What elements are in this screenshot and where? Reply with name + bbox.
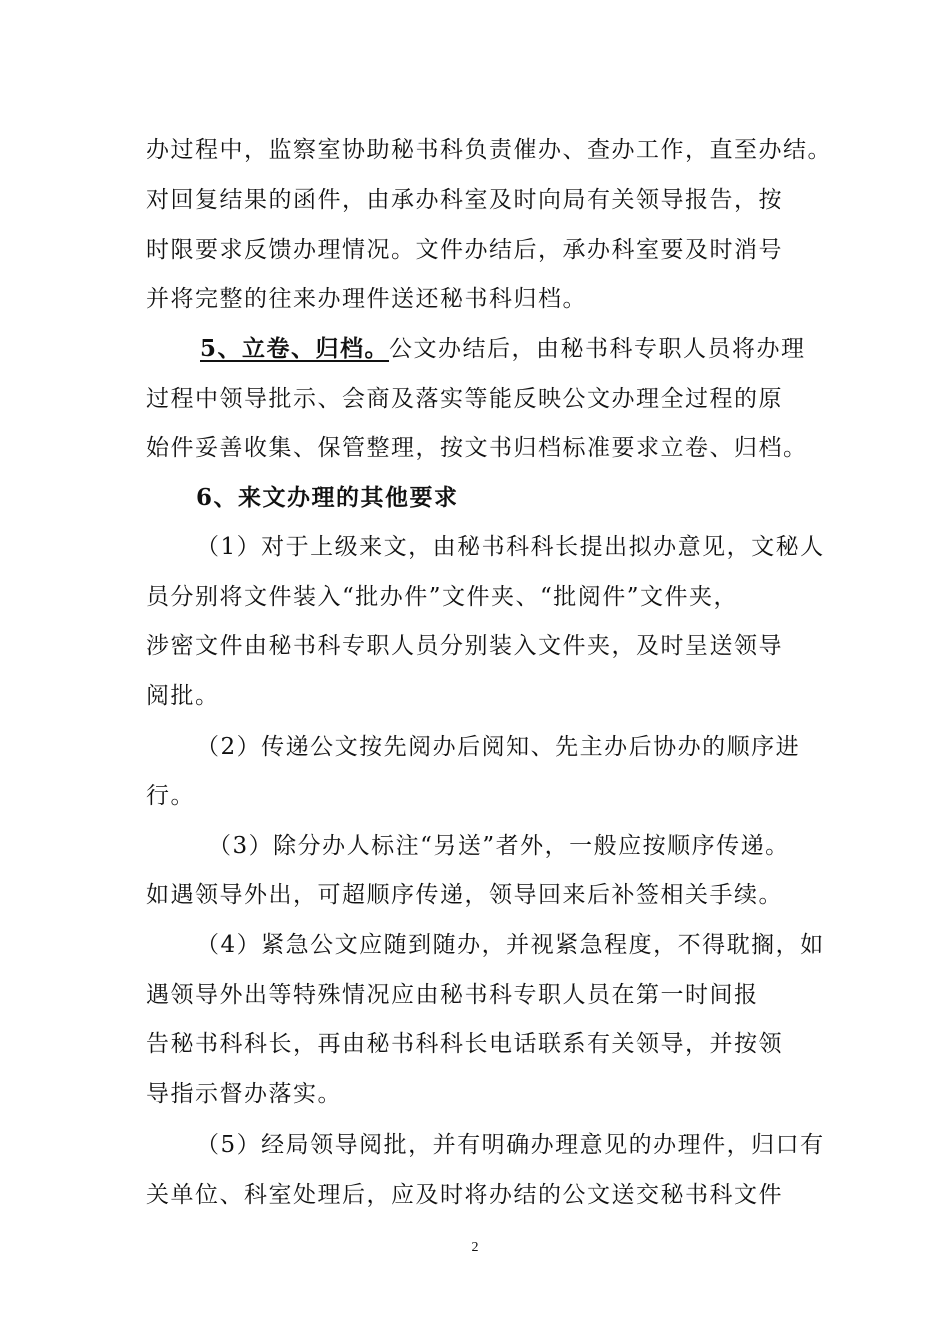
text-line: （5）经局领导阅批，并有明确办理意见的办理件，归口有: [196, 1132, 825, 1158]
text-line: 员分别将文件装入“批办件”文件夹、“批阅件”文件夹，: [146, 584, 739, 610]
item5-first-line: [146, 324, 816, 374]
item5-text: 公文办结后，由秘书科专职人员将办理: [389, 336, 806, 362]
text-line: 涉密文件由秘书科专职人员分别装入文件夹，及时呈送领导: [146, 633, 783, 659]
text-line: 行。: [146, 783, 195, 809]
text-line: 过程中领导批示、会商及落实等能反映公文办理全过程的原: [146, 386, 783, 412]
text-line: 如遇领导外出，可超顺序传递，领导回来后补签相关手续。: [146, 882, 783, 908]
text-line: （2）传递公文按先阅办后阅知、先主办后协办的顺序进: [196, 734, 801, 760]
text-line: （3）除分办人标注“另送”者外，一般应按顺序传递。: [208, 833, 790, 859]
text-line: 始件妥善收集、保管整理，按文书归档标准要求立卷、归档。: [146, 435, 808, 461]
text-line: 阅批。: [146, 683, 220, 709]
text-line: 办过程中，监察室协助秘书科负责催办、查办工作，直至办结。: [146, 137, 832, 163]
section-heading: 6、来文办理的其他要求: [196, 484, 459, 511]
item5-heading: 5、立卷、归档。: [200, 335, 390, 362]
text-line: （1）对于上级来文，由秘书科科长提出拟办意见，文秘人: [196, 534, 825, 560]
text-line: 时限要求反馈办理情况。文件办结后，承办科室要及时消号: [146, 237, 783, 263]
text-line: 关单位、科室处理后，应及时将办结的公文送交秘书科文件: [146, 1182, 783, 1208]
text-line: 导指示督办落实。: [146, 1081, 342, 1107]
text-line: 并将完整的往来办理件送还秘书科归档。: [146, 286, 587, 312]
text-line: 对回复结果的函件，由承办科室及时向局有关领导报告，按: [146, 187, 783, 213]
text-line: 告秘书科科长，再由秘书科科长电话联系有关领导，并按领: [146, 1031, 783, 1057]
text-line: （4）紧急公文应随到随办，并视紧急程度，不得耽搁，如: [196, 932, 825, 958]
page-number: 2: [471, 1240, 479, 1255]
text-line: 遇领导外出等特殊情况应由秘书科专职人员在第一时间报: [146, 982, 759, 1008]
